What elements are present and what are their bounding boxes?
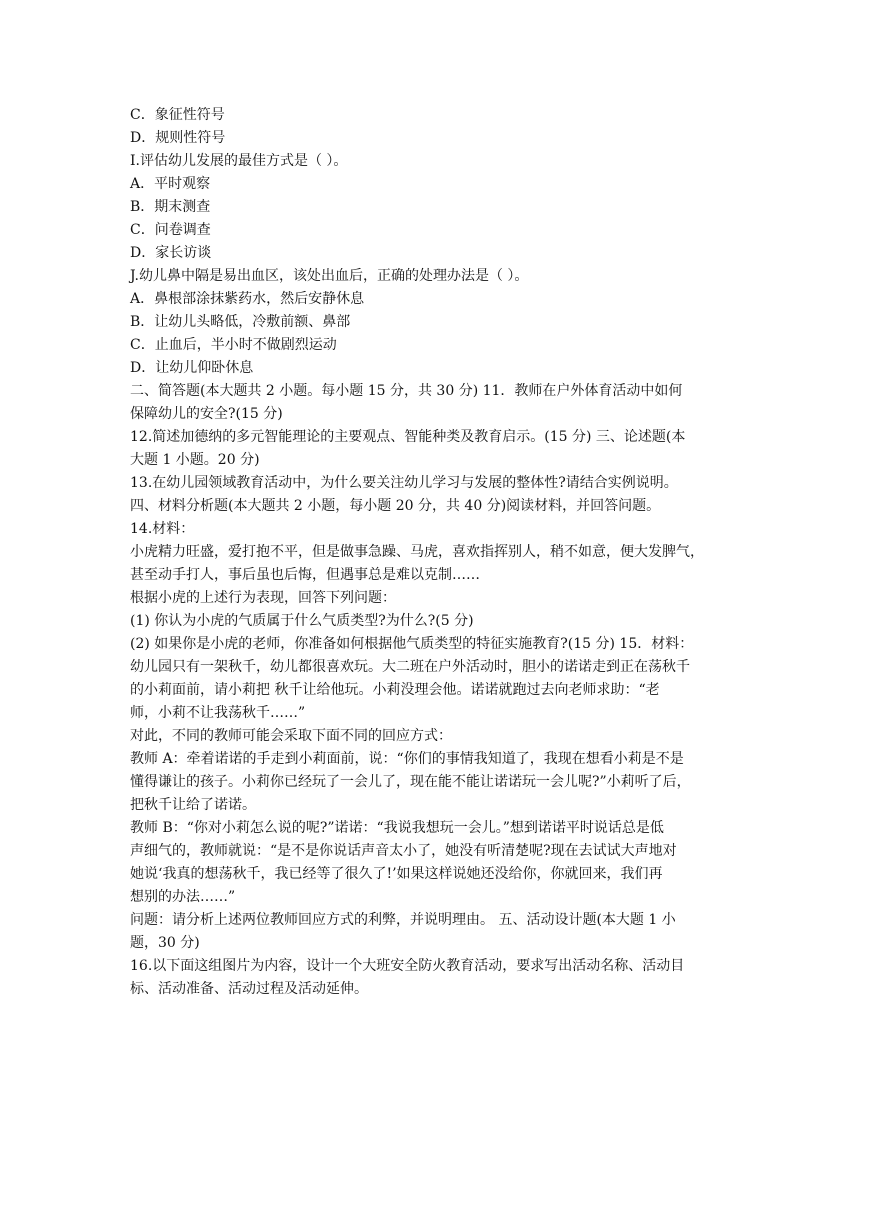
text-line: 幼儿园只有一架秋千，幼儿都很喜欢玩。大二班在户外活动时，胆小的诺诺走到正在荡秋千 — [130, 659, 690, 675]
text-line: 小虎精力旺盛，爱打抱不平，但是做事急躁、马虎，喜欢指挥别人，稍不如意，便大发脾气， — [130, 544, 704, 560]
text-line: D．让幼儿仰卧休息 — [130, 360, 254, 376]
text-line: 题，30 分) — [130, 935, 200, 951]
text-line: 懂得谦让的孩子。小莉你已经玩了一会儿了，现在能不能让诺诺玩一会儿呢?”小莉听了后， — [130, 774, 691, 790]
text-line: 声细气的，教师就说：“是不是你说话声音太小了，她没有听清楚呢?现在去试试大声地对 — [130, 843, 677, 859]
text-line: 标、活动准备、活动过程及活动延伸。 — [130, 981, 368, 997]
text-line: 16.以下面这组图片为内容，设计一个大班安全防火教育活动，要求写出活动名称、活动目 — [130, 958, 685, 974]
text-line: 14.材料： — [130, 521, 195, 537]
text-line: A．鼻根部涂抹紫药水，然后安静休息 — [130, 291, 365, 307]
text-line: (1) 你认为小虎的气质属于什么气质类型?为什么?(5 分) — [130, 613, 474, 629]
text-line: (2) 如果你是小虎的老师，你准备如何根据他气质类型的特征实施教育?(15 分) 15．材料： — [130, 636, 694, 652]
text-line: 把秋千让给了诺诺。 — [130, 797, 256, 813]
text-line: 问题：请分析上述两位教师回应方式的利弊，并说明理由。 五、活动设计题(本大题 1 小 — [130, 912, 676, 928]
text-line: B．期末测查 — [130, 199, 211, 215]
text-line: I.评估幼儿发展的最佳方式是（ ）。 — [130, 153, 348, 169]
text-line: 的小莉面前，请小莉把 秋千让给他玩。小莉没理会他。诺诺就跑过去向老师求助：“老 — [130, 682, 660, 698]
text-line: C．止血后，半小时不做剧烈运动 — [130, 337, 337, 353]
text-line: 13.在幼儿园领域教育活动中，为什么要关注幼儿学习与发展的整体性?请结合实例说明。 — [130, 475, 678, 491]
text-line: A．平时观察 — [130, 176, 211, 192]
text-line: D．家长访谈 — [130, 245, 212, 261]
text-line: 师，小莉不让我荡秋千……” — [130, 705, 306, 721]
text-line: 12.简述加德纳的多元智能理论的主要观点、智能种类及教育启示。(15 分) 三、论述题(本 — [130, 429, 686, 445]
text-line: 教师 B：“你对小莉怎么说的呢?”诺诺：“我说我想玩一会儿。”想到诺诺平时说话总是低 — [130, 820, 664, 836]
text-line: 保障幼儿的安全?(15 分) — [130, 406, 283, 422]
document-body — [130, 104, 748, 1001]
text-line: J.幼儿鼻中隔是易出血区，该处出血后，正确的处理办法是（ ）。 — [130, 268, 529, 284]
text-line: C．问卷调查 — [130, 222, 211, 238]
text-line: B．让幼儿头略低，冷敷前额、鼻部 — [130, 314, 351, 330]
text-line: 教师 A：牵着诺诺的手走到小莉面前，说：“你们的事情我知道了，我现在想看小莉是不是 — [130, 751, 684, 767]
text-line: 根据小虎的上述行为表现，回答下列问题： — [130, 590, 396, 606]
text-line: 大题 1 小题。20 分) — [130, 452, 260, 468]
text-line: D．规则性符号 — [130, 130, 226, 146]
text-line: 甚至动手打人，事后虽也后悔，但遇事总是难以克制…… — [130, 567, 480, 583]
text-line: 她说‘我真的想荡秋千，我已经等了很久了!’如果这样说她还没给你，你就回来，我们再 — [130, 866, 663, 882]
text-line: 对此，不同的教师可能会采取下面不同的回应方式： — [130, 728, 452, 744]
text-line: 四、材料分析题(本大题共 2 小题，每小题 20 分，共 40 分)阅读材料，并回答问题。 — [130, 498, 661, 514]
text-line: 想别的办法……” — [130, 889, 236, 905]
text-line: C．象征性符号 — [130, 107, 225, 123]
text-line: 二、简答题(本大题共 2 小题。每小题 15 分，共 30 分) 11．教师在户外体育活动中如何 — [130, 383, 683, 399]
